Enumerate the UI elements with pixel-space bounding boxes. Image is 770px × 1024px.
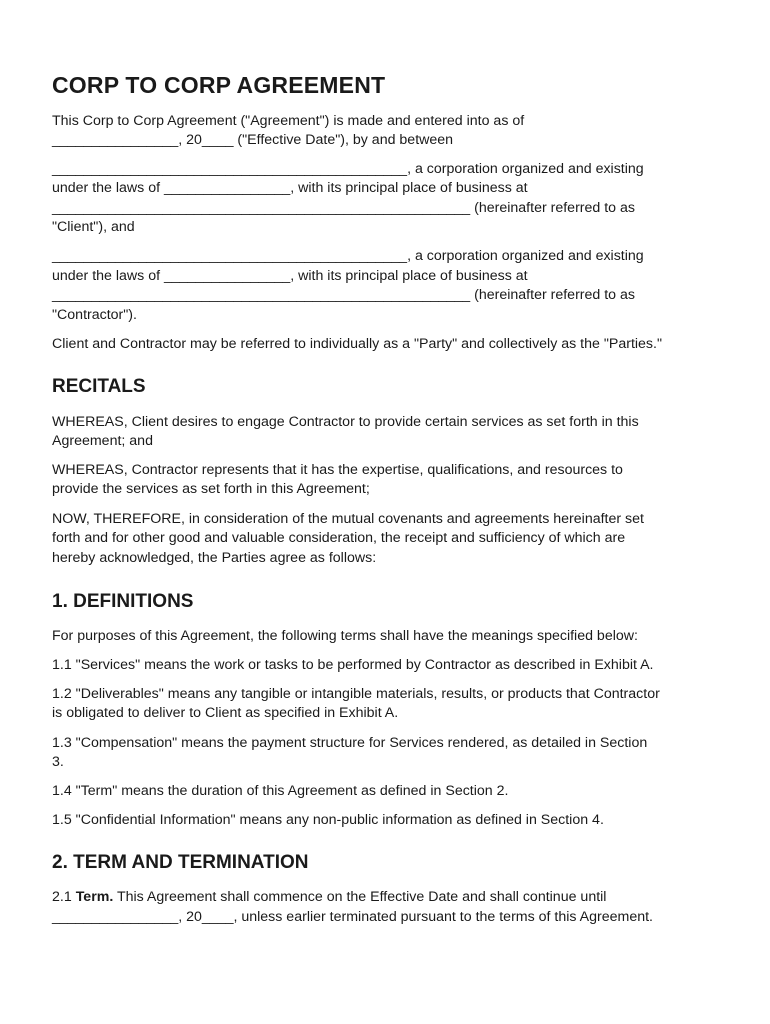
clause-text: This Agreement shall commence on the Effective Date and shall continue until [116, 889, 607, 905]
clause-2-1-line-2: ________________, 20____, unless earlier terminated pursuant to the terms of this Agreement. [52, 909, 654, 925]
definitions-heading: 1. DEFINITIONS [52, 591, 194, 612]
clause-2-1-line-1 [52, 888, 606, 908]
document-title: CORP TO CORP AGREEMENT [52, 72, 386, 98]
definition-1-4: 1.4 "Term" means the duration of this Agreement as defined in Section 2. [52, 783, 509, 799]
client-party-line: _____________________________________________________ (hereinafter referred to as [52, 200, 636, 216]
definition-line: is obligated to deliver to Client as specified in Exhibit A. [52, 705, 399, 721]
recital-line: Agreement; and [52, 433, 153, 449]
clause-number: 2.1 [52, 889, 72, 905]
intro-line: ________________, 20____ ("Effective Date"), by and between [52, 132, 454, 148]
client-party-line: "Client"), and [52, 219, 135, 235]
recital-line: hereby acknowledged, the Parties agree as follows: [52, 550, 377, 566]
client-party-line: _____________________________________________, a corporation organized and existing [52, 161, 644, 177]
recital-line: WHEREAS, Client desires to engage Contractor to provide certain services as set forth in this [52, 414, 639, 430]
recital-line: forth and for other good and valuable consideration, the receipt and sufficiency of which are [52, 530, 626, 546]
definition-1-1: 1.1 "Services" means the work or tasks to be performed by Contractor as described in Exhibit A. [52, 657, 654, 673]
recital-line: NOW, THEREFORE, in consideration of the mutual covenants and agreements hereinafter set [52, 511, 644, 527]
definition-line: 1.3 "Compensation" means the payment structure for Services rendered, as detailed in Section [52, 735, 648, 751]
contractor-party-line: "Contractor"). [52, 307, 137, 323]
recital-line: WHEREAS, Contractor represents that it has the expertise, qualifications, and resources to [52, 462, 623, 478]
contractor-party-line: _____________________________________________________ (hereinafter referred to as [52, 287, 636, 303]
recital-line: provide the services as set forth in this Agreement; [52, 481, 370, 497]
contractor-party-line: _____________________________________________, a corporation organized and existing [52, 248, 644, 264]
recitals-heading: RECITALS [52, 376, 146, 397]
intro-line: This Corp to Corp Agreement ("Agreement") is made and entered into as of [52, 113, 525, 129]
client-party-line: under the laws of ________________, with its principal place of business at [52, 180, 528, 196]
definitions-intro: For purposes of this Agreement, the following terms shall have the meanings specified below: [52, 628, 638, 644]
clause-label: Term. [75, 889, 114, 905]
contractor-party-line: under the laws of ________________, with its principal place of business at [52, 268, 528, 284]
definition-line: 3. [52, 754, 64, 770]
definition-1-5: 1.5 "Confidential Information" means any non-public information as defined in Section 4. [52, 812, 604, 828]
term-heading: 2. TERM AND TERMINATION [52, 852, 309, 873]
parties-note: Client and Contractor may be referred to individually as a "Party" and collectively as the "Parties." [52, 336, 663, 352]
definition-line: 1.2 "Deliverables" means any tangible or intangible materials, results, or products that Contractor [52, 686, 660, 702]
